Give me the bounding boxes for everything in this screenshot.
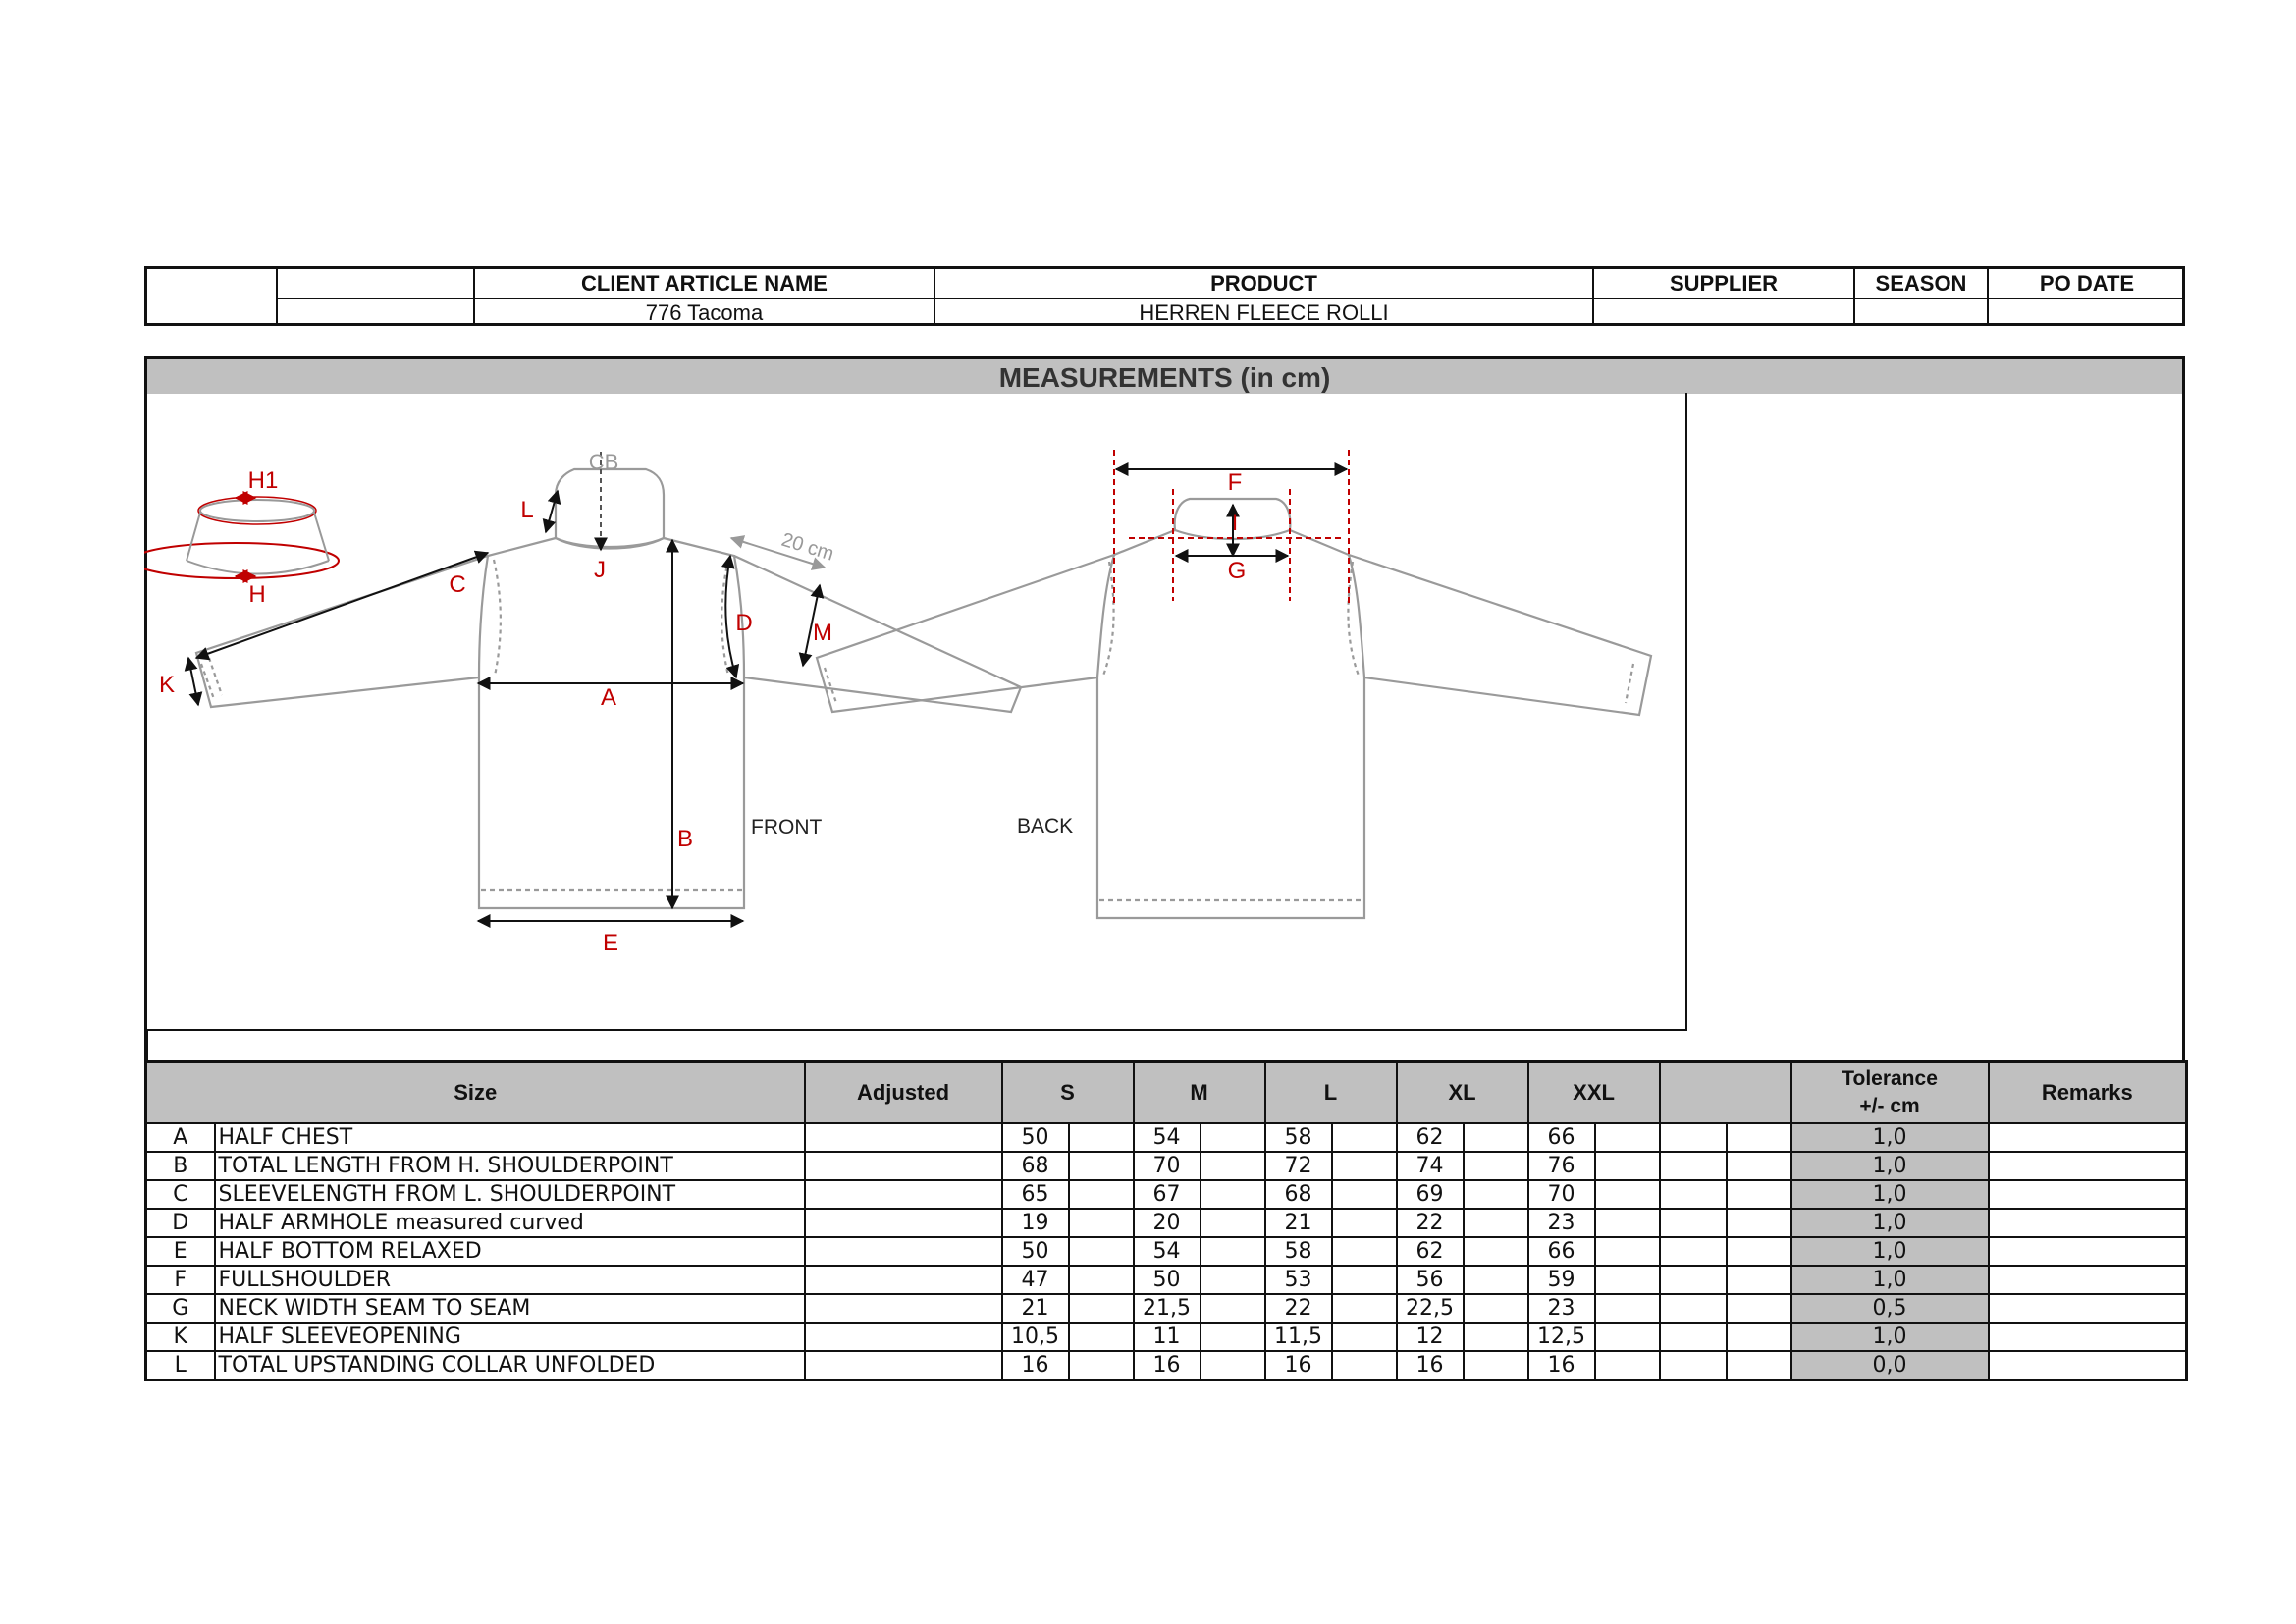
header-client-article-value: 776 Tacoma: [645, 300, 764, 325]
row-size-subcell: [1069, 1323, 1134, 1351]
table-row: [146, 1294, 2187, 1323]
row-size-value: 62: [1397, 1237, 1464, 1266]
row-size-value: 20: [1134, 1209, 1201, 1237]
header-product-value: HERREN FLEECE ROLLI: [1139, 300, 1389, 325]
row-size-value: 69: [1397, 1180, 1464, 1209]
header-supplier-title: SUPPLIER: [1669, 271, 1779, 296]
header-table: [144, 266, 2185, 326]
table-header-row: [146, 1062, 2187, 1124]
header-tolerance: Tolerance +/- cm: [1791, 1062, 1989, 1124]
row-adjusted: [805, 1237, 1002, 1266]
row-size-value: 66: [1528, 1237, 1595, 1266]
row-size-value: 50: [1002, 1123, 1069, 1152]
row-remarks: [1989, 1180, 2187, 1209]
row-adjusted: [805, 1323, 1002, 1351]
row-code: K: [146, 1323, 215, 1351]
row-code: L: [146, 1351, 215, 1380]
row-code: A: [146, 1123, 215, 1152]
row-extra-cell: [1660, 1323, 1727, 1351]
row-size-value: 56: [1397, 1266, 1464, 1294]
row-adjusted: [805, 1123, 1002, 1152]
row-size-subcell: [1069, 1266, 1134, 1294]
row-size-subcell: [1201, 1180, 1265, 1209]
row-size-subcell: [1464, 1237, 1528, 1266]
row-size-value: 72: [1265, 1152, 1332, 1180]
row-code: D: [146, 1209, 215, 1237]
row-size-subcell: [1332, 1180, 1397, 1209]
row-remarks: [1989, 1152, 2187, 1180]
row-size-value: 70: [1134, 1152, 1201, 1180]
row-adjusted: [805, 1266, 1002, 1294]
row-size-value: 21: [1265, 1209, 1332, 1237]
row-size-subcell: [1595, 1266, 1660, 1294]
row-code: C: [146, 1180, 215, 1209]
row-tolerance: 1,0: [1791, 1152, 1989, 1180]
table-row: [146, 1180, 2187, 1209]
row-size-subcell: [1332, 1152, 1397, 1180]
label-f: F: [1227, 469, 1243, 496]
row-size-subcell: [1595, 1152, 1660, 1180]
row-description: NECK WIDTH SEAM TO SEAM: [215, 1294, 805, 1323]
row-size-value: 16: [1528, 1351, 1595, 1380]
row-tolerance: 1,0: [1791, 1209, 1989, 1237]
row-size-subcell: [1332, 1323, 1397, 1351]
row-remarks: [1989, 1209, 2187, 1237]
row-size-subcell: [1201, 1209, 1265, 1237]
row-size-subcell: [1069, 1237, 1134, 1266]
row-tolerance: 0,5: [1791, 1294, 1989, 1323]
row-size-value: 76: [1528, 1152, 1595, 1180]
row-remarks: [1989, 1237, 2187, 1266]
row-size-value: 58: [1265, 1237, 1332, 1266]
label-m: M: [813, 620, 832, 646]
row-size-value: 67: [1134, 1180, 1201, 1209]
row-size-value: 50: [1134, 1266, 1201, 1294]
row-size-value: 68: [1265, 1180, 1332, 1209]
row-size-subcell: [1069, 1123, 1134, 1152]
row-extra-cell: [1660, 1294, 1727, 1323]
row-remarks: [1989, 1323, 2187, 1351]
row-size-subcell: [1595, 1294, 1660, 1323]
header-size-xl: XL: [1397, 1062, 1528, 1124]
row-size-subcell: [1464, 1123, 1528, 1152]
row-extra-subcell: [1727, 1123, 1791, 1152]
row-code: E: [146, 1237, 215, 1266]
row-size-subcell: [1595, 1209, 1660, 1237]
row-size-subcell: [1201, 1237, 1265, 1266]
row-size-value: 47: [1002, 1266, 1069, 1294]
row-tolerance: 1,0: [1791, 1237, 1989, 1266]
row-size-value: 70: [1528, 1180, 1595, 1209]
header-client-article-title: CLIENT ARTICLE NAME: [581, 271, 828, 296]
row-adjusted: [805, 1294, 1002, 1323]
row-size-value: 16: [1134, 1351, 1201, 1380]
row-size-subcell: [1069, 1152, 1134, 1180]
row-extra-subcell: [1727, 1180, 1791, 1209]
row-size-value: 54: [1134, 1237, 1201, 1266]
row-size-subcell: [1464, 1351, 1528, 1380]
header-adjusted: Adjusted: [805, 1062, 1002, 1124]
row-size-subcell: [1332, 1351, 1397, 1380]
row-size-subcell: [1464, 1209, 1528, 1237]
table-row: [146, 1351, 2187, 1380]
label-h1: H1: [247, 467, 279, 494]
header-remarks: Remarks: [1989, 1062, 2187, 1124]
row-size-value: 16: [1002, 1351, 1069, 1380]
row-tolerance: 1,0: [1791, 1266, 1989, 1294]
row-size-value: 58: [1265, 1123, 1332, 1152]
row-extra-cell: [1660, 1237, 1727, 1266]
label-i: I: [1231, 511, 1239, 535]
row-size-subcell: [1069, 1351, 1134, 1380]
label-e: E: [602, 930, 619, 956]
row-size-value: 22,5: [1397, 1294, 1464, 1323]
row-size-subcell: [1464, 1294, 1528, 1323]
row-code: B: [146, 1152, 215, 1180]
row-size-subcell: [1332, 1266, 1397, 1294]
row-size-subcell: [1201, 1294, 1265, 1323]
row-tolerance: 1,0: [1791, 1123, 1989, 1152]
row-extra-cell: [1660, 1152, 1727, 1180]
row-size-value: 19: [1002, 1209, 1069, 1237]
label-l: L: [520, 497, 534, 523]
collar-detail: [144, 497, 339, 578]
table-row: [146, 1209, 2187, 1237]
row-extra-subcell: [1727, 1266, 1791, 1294]
label-b: B: [676, 826, 694, 852]
row-size-value: 16: [1397, 1351, 1464, 1380]
row-size-subcell: [1201, 1266, 1265, 1294]
row-tolerance: 1,0: [1791, 1323, 1989, 1351]
table-row: [146, 1237, 2187, 1266]
row-description: TOTAL LENGTH FROM H. SHOULDERPOINT: [215, 1152, 805, 1180]
table-row: [146, 1266, 2187, 1294]
row-size-value: 11,5: [1265, 1323, 1332, 1351]
row-size-value: 50: [1002, 1237, 1069, 1266]
row-tolerance: 1,0: [1791, 1180, 1989, 1209]
row-size-value: 22: [1265, 1294, 1332, 1323]
row-code: G: [146, 1294, 215, 1323]
measurement-table: [144, 1060, 2188, 1381]
row-extra-subcell: [1727, 1209, 1791, 1237]
row-size-value: 12: [1397, 1323, 1464, 1351]
row-size-subcell: [1464, 1266, 1528, 1294]
row-size-subcell: [1332, 1237, 1397, 1266]
label-c: C: [449, 571, 466, 598]
row-extra-cell: [1660, 1209, 1727, 1237]
row-size-subcell: [1332, 1294, 1397, 1323]
header-size-s: S: [1002, 1062, 1134, 1124]
row-size-value: 59: [1528, 1266, 1595, 1294]
row-size-subcell: [1595, 1351, 1660, 1380]
row-extra-cell: [1660, 1180, 1727, 1209]
row-size-value: 23: [1528, 1209, 1595, 1237]
row-extra-cell: [1660, 1266, 1727, 1294]
row-size-value: 65: [1002, 1180, 1069, 1209]
header-season-title: SEASON: [1875, 271, 1967, 296]
header-size: Size: [146, 1062, 805, 1124]
header-product-title: PRODUCT: [1210, 271, 1317, 296]
row-description: HALF SLEEVEOPENING: [215, 1323, 805, 1351]
header-size-l: L: [1265, 1062, 1397, 1124]
row-size-value: 23: [1528, 1294, 1595, 1323]
label-d: D: [735, 610, 753, 636]
row-size-subcell: [1201, 1351, 1265, 1380]
row-adjusted: [805, 1180, 1002, 1209]
row-size-subcell: [1464, 1152, 1528, 1180]
row-size-value: 11: [1134, 1323, 1201, 1351]
row-extra-subcell: [1727, 1237, 1791, 1266]
row-extra-subcell: [1727, 1351, 1791, 1380]
row-size-value: 53: [1265, 1266, 1332, 1294]
row-adjusted: [805, 1152, 1002, 1180]
row-size-value: 54: [1134, 1123, 1201, 1152]
row-size-value: 62: [1397, 1123, 1464, 1152]
label-j: J: [594, 557, 606, 583]
row-size-subcell: [1595, 1123, 1660, 1152]
row-size-subcell: [1464, 1180, 1528, 1209]
row-tolerance: 0,0: [1791, 1351, 1989, 1380]
row-size-subcell: [1595, 1237, 1660, 1266]
row-extra-cell: [1660, 1123, 1727, 1152]
row-size-value: 12,5: [1528, 1323, 1595, 1351]
row-size-subcell: [1069, 1209, 1134, 1237]
row-size-value: 68: [1002, 1152, 1069, 1180]
sleeve-note: 20 cm: [778, 528, 837, 566]
row-adjusted: [805, 1209, 1002, 1237]
front-label: FRONT: [751, 816, 823, 839]
row-size-value: 74: [1397, 1152, 1464, 1180]
row-description: SLEEVELENGTH FROM L. SHOULDERPOINT: [215, 1180, 805, 1209]
label-k: K: [158, 672, 176, 698]
row-remarks: [1989, 1123, 2187, 1152]
row-remarks: [1989, 1351, 2187, 1380]
row-size-value: 21: [1002, 1294, 1069, 1323]
back-label: BACK: [1017, 815, 1074, 838]
row-size-value: 66: [1528, 1123, 1595, 1152]
header-size-m: M: [1134, 1062, 1265, 1124]
row-code: F: [146, 1266, 215, 1294]
table-row: [146, 1152, 2187, 1180]
row-description: HALF CHEST: [215, 1123, 805, 1152]
row-size-subcell: [1201, 1123, 1265, 1152]
header-size-xxl: XXL: [1528, 1062, 1660, 1124]
row-size-subcell: [1464, 1323, 1528, 1351]
row-description: HALF BOTTOM RELAXED: [215, 1237, 805, 1266]
row-remarks: [1989, 1294, 2187, 1323]
row-size-value: 16: [1265, 1351, 1332, 1380]
row-extra-subcell: [1727, 1323, 1791, 1351]
label-a: A: [600, 684, 617, 711]
row-description: TOTAL UPSTANDING COLLAR UNFOLDED: [215, 1351, 805, 1380]
row-size-subcell: [1595, 1180, 1660, 1209]
row-size-subcell: [1069, 1180, 1134, 1209]
row-size-subcell: [1595, 1323, 1660, 1351]
row-remarks: [1989, 1266, 2187, 1294]
row-description: FULLSHOULDER: [215, 1266, 805, 1294]
row-size-value: 10,5: [1002, 1323, 1069, 1351]
row-size-subcell: [1201, 1152, 1265, 1180]
row-size-subcell: [1069, 1294, 1134, 1323]
row-extra-subcell: [1727, 1152, 1791, 1180]
row-adjusted: [805, 1351, 1002, 1380]
measurements-title: MEASUREMENTS (in cm): [144, 356, 2185, 394]
header-size-extra: [1660, 1062, 1791, 1124]
row-size-subcell: [1332, 1123, 1397, 1152]
row-size-value: 22: [1397, 1209, 1464, 1237]
row-size-subcell: [1332, 1209, 1397, 1237]
header-po-date-title: PO DATE: [2039, 271, 2135, 296]
row-size-subcell: [1201, 1323, 1265, 1351]
label-h: H: [248, 581, 266, 608]
label-cb: CB: [588, 450, 619, 474]
table-row: [146, 1123, 2187, 1152]
row-extra-subcell: [1727, 1294, 1791, 1323]
row-extra-cell: [1660, 1351, 1727, 1380]
row-description: HALF ARMHOLE measured curved: [215, 1209, 805, 1237]
garment-sketch: [144, 393, 1687, 1031]
row-size-value: 21,5: [1134, 1294, 1201, 1323]
front-measure-lines: [188, 452, 823, 921]
table-row: [146, 1323, 2187, 1351]
label-g: G: [1227, 558, 1247, 584]
